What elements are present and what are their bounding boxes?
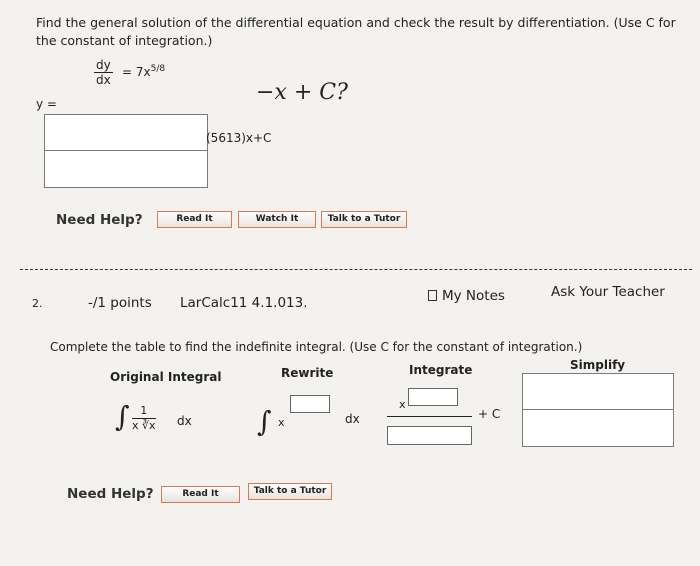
rewrite-dx: dx: [345, 412, 360, 426]
need-help-label: Need Help?: [56, 212, 143, 228]
talk-to-tutor-button-2[interactable]: Talk to a Tutor: [248, 483, 332, 500]
points-label: -/1 points: [88, 295, 152, 311]
question-number: 2.: [32, 297, 43, 310]
dx-label: dx: [96, 73, 111, 87]
col-integrate: Integrate: [409, 363, 473, 377]
read-it-button[interactable]: Read It: [157, 211, 232, 228]
equation-rhs-base: = 7x: [122, 65, 151, 79]
problem-code: LarCalc11 4.1.013.: [180, 295, 308, 311]
col-original-integral: Original Integral: [110, 370, 222, 384]
col-rewrite: Rewrite: [281, 366, 334, 380]
integral-sign: ∫: [115, 400, 130, 433]
simplify-feedback-box: [522, 409, 674, 447]
integrate-base-x: x: [399, 398, 406, 411]
answer-feedback-box: [44, 150, 208, 188]
original-dx: dx: [177, 414, 192, 428]
equation-rhs: [122, 64, 165, 79]
answer-text: (5613)x+C: [206, 131, 272, 145]
notes-icon: [428, 290, 437, 301]
read-it-button-2[interactable]: Read It: [161, 486, 240, 503]
integrand-fraction: [132, 404, 156, 433]
integrate-denominator-input[interactable]: [387, 426, 472, 445]
need-help-label-2: Need Help?: [67, 486, 154, 502]
col-simplify: Simplify: [570, 358, 626, 372]
answer-input-box[interactable]: [44, 114, 208, 152]
section-divider: [20, 269, 692, 270]
ask-teacher-link[interactable]: Ask Your Teacher: [551, 284, 665, 300]
integrate-exponent-input[interactable]: [408, 388, 458, 406]
my-notes-label: My Notes: [442, 288, 505, 304]
dy-label: dy: [96, 58, 111, 72]
plus-c-label: + C: [478, 407, 501, 421]
rewrite-base-x: x: [278, 416, 285, 429]
handwritten-note: −x + C?: [256, 80, 348, 105]
integrate-fraction-bar: [387, 416, 472, 417]
question-2-prompt: Complete the table to find the indefinite integral. (Use C for the constant of integration.): [50, 340, 583, 354]
simplify-input-box[interactable]: [522, 373, 674, 411]
y-equals-label: y =: [36, 97, 57, 111]
watch-it-button[interactable]: Watch It: [238, 211, 316, 228]
integrand-numerator: 1: [132, 404, 156, 419]
equation-rhs-exponent: 5/8: [150, 64, 166, 74]
my-notes-link[interactable]: [428, 288, 505, 304]
derivative-fraction: [94, 58, 113, 87]
rewrite-integral-sign: ∫: [257, 405, 272, 438]
integrand-denominator: x ∛x: [132, 419, 156, 432]
rewrite-exponent-input[interactable]: [290, 395, 330, 413]
talk-to-tutor-button[interactable]: Talk to a Tutor: [321, 211, 407, 228]
question-1-prompt: Find the general solution of the differential equation and check the result by differentiation. (Use C for the constant of integration.): [36, 15, 676, 48]
